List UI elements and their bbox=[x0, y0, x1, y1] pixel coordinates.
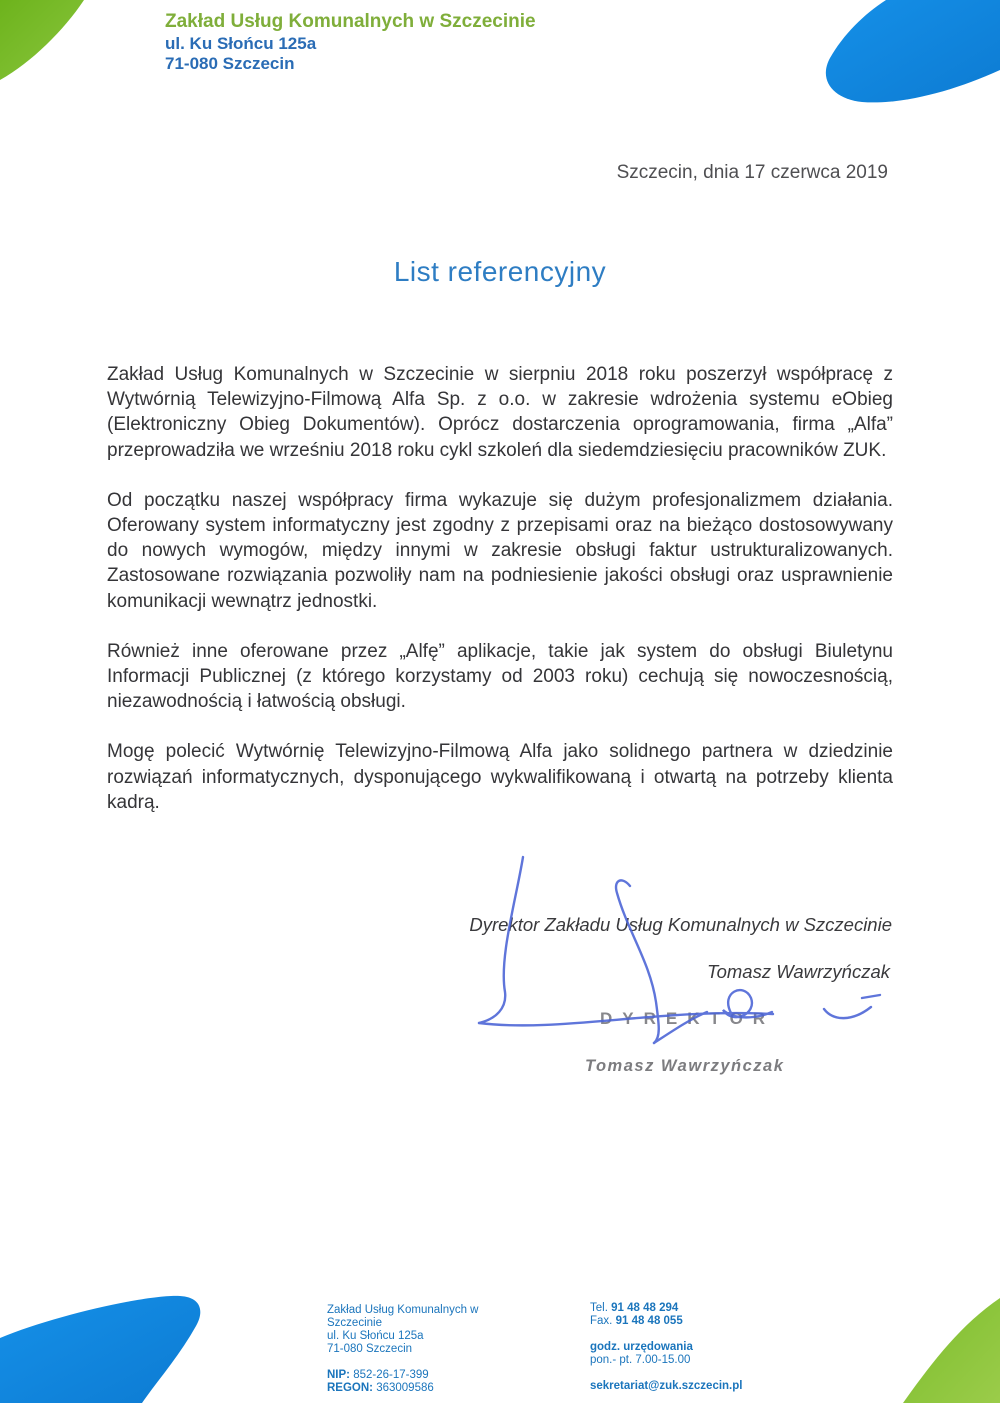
letterhead-org-name: Zakład Usług Komunalnych w Szczecinie bbox=[165, 11, 536, 32]
body-paragraph-4: Mogę polecić Wytwórnię Telewizyjno-Filmową Alfa jako solidnego partnera w dziedzinie rozwiązań informatycznych, dysponującego wykwalifikowaną i otwartą na potrzeby klienta kadrą. bbox=[107, 741, 893, 813]
footer-regon-label: REGON: bbox=[327, 1382, 373, 1394]
letter-body bbox=[107, 362, 893, 840]
body-paragraph-2: Od początku naszej współpracy firma wykazuje się dużym profesjonalizmem działania. Oferowany system informatyczny jest zgodny z przepisami oraz na bieżąco dostosowywany do nowych wymogów, między innymi w zakresie obsługi faktur ustrukturalizowanych. Zastosowane rozwiązania pozwoliły nam na podniesienie jakości obsługi oraz usprawnienie komunikacji wewnątrz jednostki. bbox=[107, 489, 893, 612]
footer-nip-value: 852-26-17-399 bbox=[353, 1369, 429, 1381]
letterhead-city: 71-080 Szczecin bbox=[165, 54, 295, 73]
footer-tel-label: Tel. bbox=[590, 1302, 608, 1314]
signature-role-line: Dyrektor Zakładu Usług Komunalnych w Szczecinie bbox=[469, 914, 892, 935]
footer-fax-line bbox=[590, 1315, 850, 1328]
page-title: List referencyjny bbox=[393, 256, 607, 287]
date-line: Szczecin, dnia 17 czerwca 2019 bbox=[616, 162, 888, 183]
footer-hours-value: pon.- pt. 7.00-15.00 bbox=[590, 1354, 691, 1366]
letterhead bbox=[165, 12, 536, 74]
footer-tel-line bbox=[590, 1302, 850, 1315]
footer-email: sekretariat@zuk.szczecin.pl bbox=[590, 1380, 743, 1392]
footer-street: ul. Ku Słońcu 125a bbox=[327, 1330, 424, 1342]
body-paragraph-3: Również inne oferowane przez „Alfę” aplikacje, takie jak system do obsługi Biuletynu Informacji Publicznej (z którego korzystamy od 2003 roku) cechują się nowoczesnością, niezawodnością i łatwością obsługi. bbox=[107, 640, 893, 713]
footer-regon-line bbox=[327, 1382, 557, 1395]
footer-address-column bbox=[327, 1304, 557, 1395]
footer-fax-value: 91 48 48 055 bbox=[615, 1315, 683, 1327]
corner-shape-bottom-left-icon bbox=[0, 1293, 210, 1403]
footer-tel-value: 91 48 48 294 bbox=[611, 1302, 679, 1314]
footer-org-line1: Zakład Usług Komunalnych w bbox=[327, 1304, 479, 1316]
footer-regon-value: 363009586 bbox=[376, 1382, 434, 1394]
signature-name-line: Tomasz Wawrzyńczak bbox=[707, 961, 890, 982]
footer-city: 71-080 Szczecin bbox=[327, 1343, 413, 1355]
footer-org-line2: Szczecinie bbox=[327, 1317, 382, 1329]
letterhead-street: ul. Ku Słońcu 125a bbox=[165, 34, 317, 53]
stamp-director-name: Tomasz Wawrzyńczak bbox=[585, 1057, 785, 1075]
corner-shape-top-right-icon bbox=[810, 0, 1000, 112]
footer-fax-label: Fax. bbox=[590, 1315, 613, 1327]
corner-shape-bottom-right-icon bbox=[900, 1293, 1000, 1403]
corner-shape-top-left-icon bbox=[0, 0, 100, 90]
footer-nip-label: NIP: bbox=[327, 1369, 350, 1381]
footer-nip-line bbox=[327, 1369, 557, 1382]
footer-hours-label: godz. urzędowania bbox=[590, 1341, 693, 1353]
footer-contact-column bbox=[590, 1302, 850, 1393]
stamp-director-title: DYREKTOR bbox=[600, 1009, 776, 1028]
body-paragraph-1: Zakład Usług Komunalnych w Szczecinie w sierpniu 2018 roku poszerzył współpracę z Wytwórnią Telewizyjno-Filmową Alfa Sp. z o.o. w zakresie wdrożenia systemu eObieg (Elektroniczny Obieg Dokumentów). Oprócz dostarczenia oprogramowania, firma „Alfa” przeprowadziła we wrześniu 2018 roku cykl szkoleń dla siedemdziesięciu pracowników ZUK. bbox=[107, 364, 893, 461]
